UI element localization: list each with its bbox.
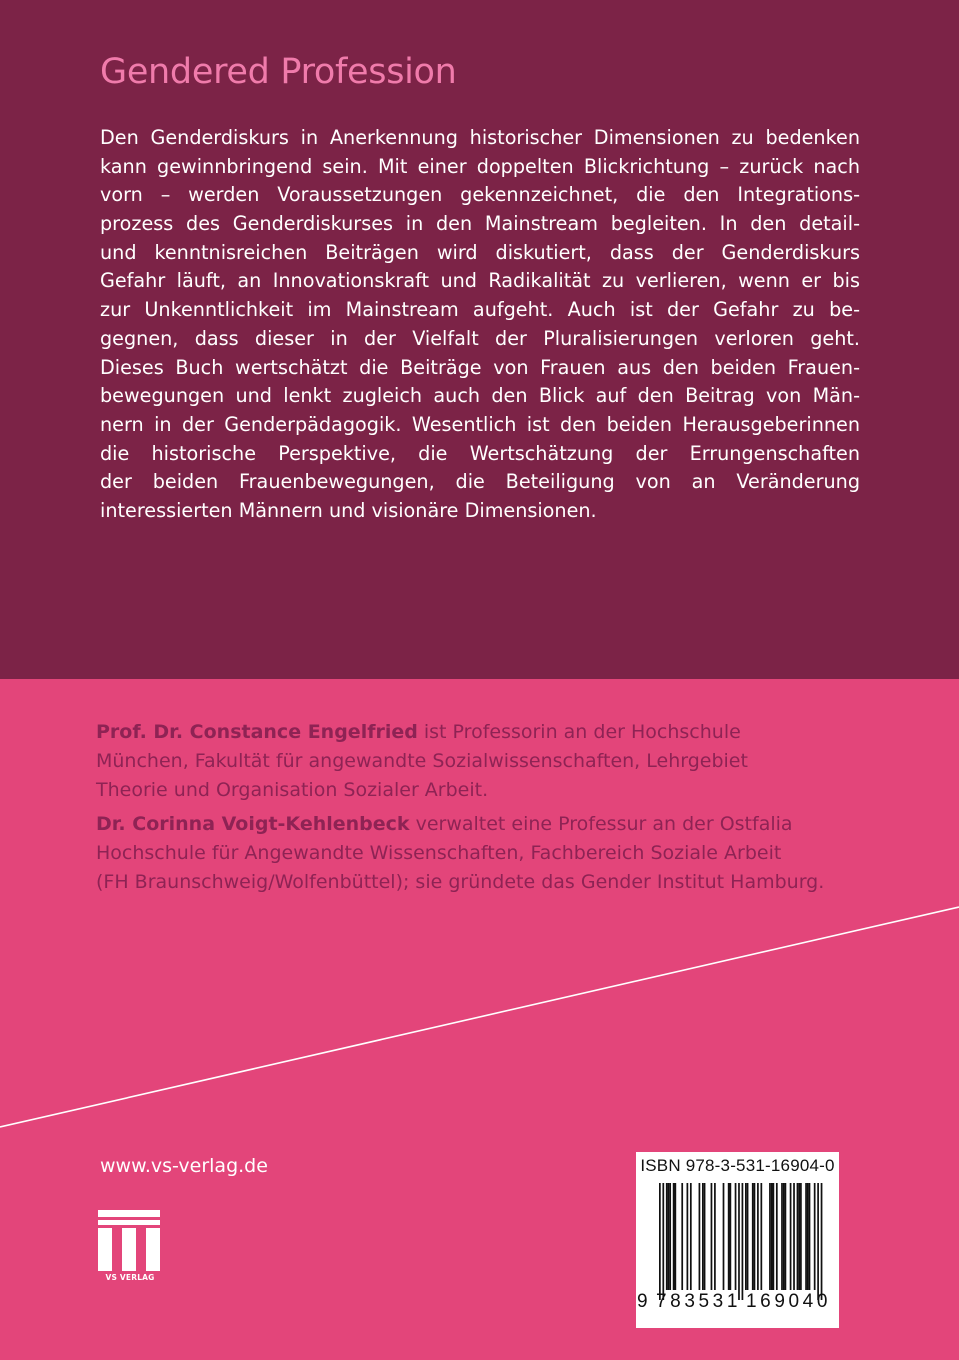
barcode-left-group: 783531 (656, 1291, 742, 1312)
barcode-bar (687, 1183, 689, 1290)
vs-verlag-logo (98, 1210, 162, 1274)
description-line: Dieses Buch wertschätzt die Beiträge von Frauen aus den beiden Frauen- (100, 355, 860, 379)
barcode-bar (800, 1183, 802, 1290)
author-bio-line: Hochschule für Angewandte Wissenschaften, Fachbereich Soziale Arbeit (96, 842, 782, 865)
barcode-bar (771, 1183, 773, 1290)
barcode-bar (809, 1183, 811, 1290)
description-line: gegnen, dass dieser in der Vielfalt der Pluralisierungen verloren geht. (100, 326, 860, 350)
isbn-label: ISBN 978-3-531-16904-0 (640, 1156, 835, 1175)
author-bio-line: (FH Braunschweig/Wolfenbüttel); sie gründete das Gender Institut Hamburg. (96, 870, 825, 893)
description-line: vorn – werden Voraussetzungen gekennzeichnet, die den Integrations- (100, 183, 860, 207)
author-bio-line: Theorie und Organisation Sozialer Arbeit. (96, 778, 489, 801)
divider-line (0, 907, 959, 1127)
barcode-bar (783, 1183, 785, 1290)
barcode-bar (666, 1183, 668, 1290)
barcode-bar (790, 1183, 792, 1290)
description-line: die historische Perspektive, die Wertschätzung der Errungenschaften (100, 441, 860, 465)
barcode-bar (817, 1183, 819, 1300)
description-line: bewegungen und lenkt zugleich auch den Blick auf den Beitrag von Män- (100, 384, 860, 408)
barcode-bar (690, 1183, 692, 1290)
author-bio-text: verwaltet eine Professur an der Ostfalia (409, 813, 793, 836)
description-line: und kenntnisreichen Beiträgen wird diskutiert, dass der Genderdiskurs (100, 240, 860, 264)
barcode-right-group: 169040 (746, 1291, 832, 1312)
barcode-bar (805, 1183, 807, 1290)
barcode-bar (735, 1183, 737, 1290)
description-line: Den Genderdiskurs in Anerkennung historischer Dimensionen zu bedenken (100, 126, 860, 149)
barcode-bar (711, 1183, 713, 1290)
barcode-bar (814, 1183, 816, 1290)
description-line: prozess des Genderdiskurses in den Mainstream begleiten. In den detail- (100, 212, 860, 236)
barcode-bar (728, 1183, 730, 1290)
description-line: Gefahr läuft, an Innovationskraft und Radikalität zu verlieren, wenn er bis (100, 269, 860, 293)
publisher-website[interactable]: www.vs-verlag.de (100, 1155, 268, 1177)
logo-text: VS VERLAG (105, 1273, 155, 1282)
barcode-bar (714, 1183, 716, 1290)
barcode-bar (738, 1183, 740, 1300)
barcode-bar (798, 1183, 800, 1290)
barcode-bar (699, 1183, 701, 1290)
barcode-bar (754, 1183, 756, 1290)
barcode-bar (673, 1183, 675, 1290)
barcode-bar (785, 1183, 787, 1290)
barcode-bar (669, 1183, 671, 1290)
barcode-bar (659, 1183, 661, 1300)
barcode-bar (776, 1183, 778, 1290)
barcode-bar (773, 1183, 775, 1290)
book-title: Gendered Profession (100, 52, 457, 92)
author-name: Prof. Dr. Constance Engelfried (96, 721, 418, 743)
barcode-bar (723, 1183, 725, 1290)
barcode-bar (797, 1183, 799, 1290)
description-line: interessierten Männern und visionäre Dimensionen. (100, 498, 597, 522)
author-bio-text: ist Professorin an der Hochschule (417, 721, 741, 743)
author-bio-line: München, Fakultät für angewandte Sozialwissenschaften, Lehrgebiet (96, 749, 748, 772)
description-line: nern in der Genderpädagogik. Wesentlich ist den beiden Herausgeberinnen (100, 412, 860, 436)
barcode-lead-digit: 9 (637, 1291, 648, 1312)
barcode-bar (704, 1183, 706, 1290)
description-line: kann gewinnbringend sein. Mit einer doppelten Blickrichtung – zurück nach (100, 154, 860, 178)
barcode-bar (681, 1183, 683, 1290)
barcode-bar (781, 1183, 783, 1290)
barcode-bar (821, 1183, 823, 1300)
barcode-bar (745, 1183, 747, 1290)
barcode-bar (668, 1183, 670, 1290)
author-name: Dr. Corinna Voigt-Kehlenbeck (96, 813, 410, 836)
barcode-bar (760, 1183, 762, 1290)
barcode-bar (742, 1183, 744, 1300)
barcode-bar (807, 1183, 809, 1290)
barcode-bar (702, 1183, 704, 1290)
barcode-bar (757, 1183, 759, 1290)
barcode-bar (747, 1183, 749, 1290)
barcode-bar (662, 1183, 664, 1300)
description-line: zur Unkenntlichkeit im Mainstream aufgeht. Auch ist der Gefahr zu be- (100, 298, 860, 322)
barcode-bar (769, 1183, 771, 1290)
barcode-bar (793, 1183, 795, 1290)
barcode-bar (674, 1183, 676, 1290)
barcode-bar (752, 1183, 754, 1290)
description-line: der beiden Frauenbewegungen, die Beteiligung von an Veränderung (100, 470, 860, 494)
barcode-bar (730, 1183, 732, 1290)
